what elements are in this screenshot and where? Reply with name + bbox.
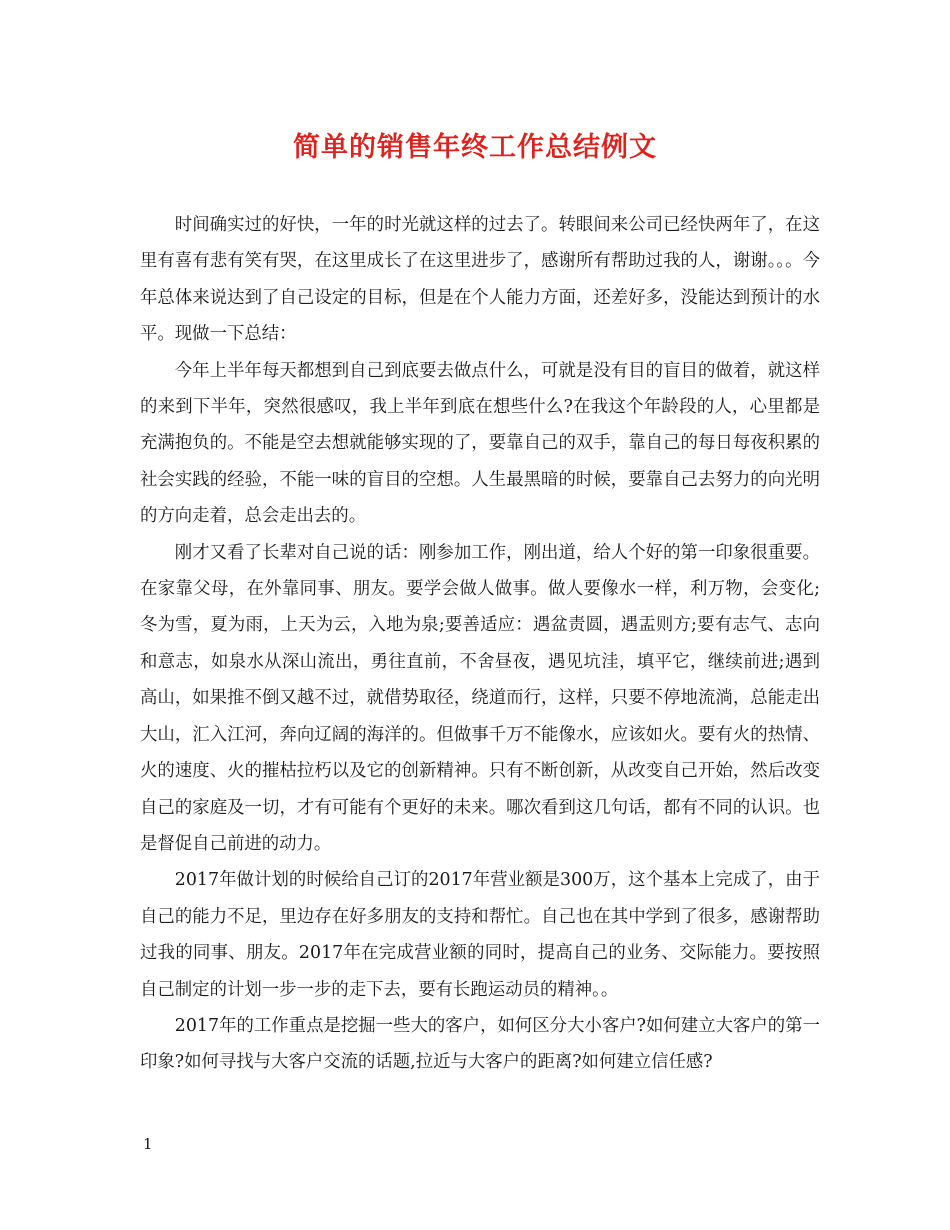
document-title: 简单的销售年终工作总结例文 (293, 132, 657, 163)
paragraph: 时间确实过的好快，一年的时光就这样的过去了。转眼间来公司已经快两年了，在这里有喜有悲有笑有哭，在这里成长了在这里进步了，感谢所有帮助过我的人，谢谢。。。今年总体来说达到了自己设定的目标，但是在个人能力方面，还差好多，没能达到预计的水平。现做一下总结： (140, 215, 820, 345)
paragraph: 今年上半年每天都想到自己到底要去做点什么，可就是没有目的盲目的做着，就这样的来到下半年，突然很感叹，我上半年到底在想些什么?在我这个年龄段的人，心里都是充满抱负的。不能是空去想就能够实现的了，要靠自己的双手，靠自己的每日每夜积累的社会实践的经验，不能一味的盲目的空想。人生最黑暗的时候，要靠自己去努力的向光明的方向走着，总会走出去的。 (140, 360, 820, 527)
document-body (140, 207, 820, 1081)
paragraph: 2017年的工作重点是挖掘一些大的客户，如何区分大小客户?如何建立大客户的第一印象?如何寻找与大客户交流的话题,拉近与大客户的距离?如何建立信任感? (140, 1015, 820, 1073)
page-number: 1 (143, 1135, 153, 1153)
paragraph: 2017年做计划的时候给自己订的2017年营业额是300万，这个基本上完成了，由于自己的能力不足，里边存在好多朋友的支持和帮忙。自己也在其中学到了很多，感谢帮助过我的同事、朋友。2017年在完成营业额的同时，提高自己的业务、交际能力。要按照自己制定的计划一步一步的走下去，要有长跑运动员的精神。。 (140, 870, 820, 1000)
paragraph: 刚才又看了长辈对自己说的话：刚参加工作，刚出道，给人个好的第一印象很重要。在家靠父母，在外靠同事、朋友。要学会做人做事。做人要像水一样，利万物，会变化;冬为雪，夏为雨，上天为云，入地为泉;要善适应：遇盆责圆，遇盂则方;要有志气、志向和意志，如泉水从深山流出，勇往直前，不舍昼夜，遇见坑洼，填平它，继续前进;遇到高山，如果推不倒又越不过，就借势取径，绕道而行，这样，只要不停地流淌，总能走出大山，汇入江河，奔向辽阔的海洋的。但做事千万不能像水，应该如火。要有火的热情、火的速度、火的摧枯拉朽以及它的创新精神。只有不断创新，从改变自己开始，然后改变自己的家庭及一切，才有可能有个更好的未来。哪次看到这几句话，都有不同的认识。也是督促自己前进的动力。 (140, 542, 820, 854)
